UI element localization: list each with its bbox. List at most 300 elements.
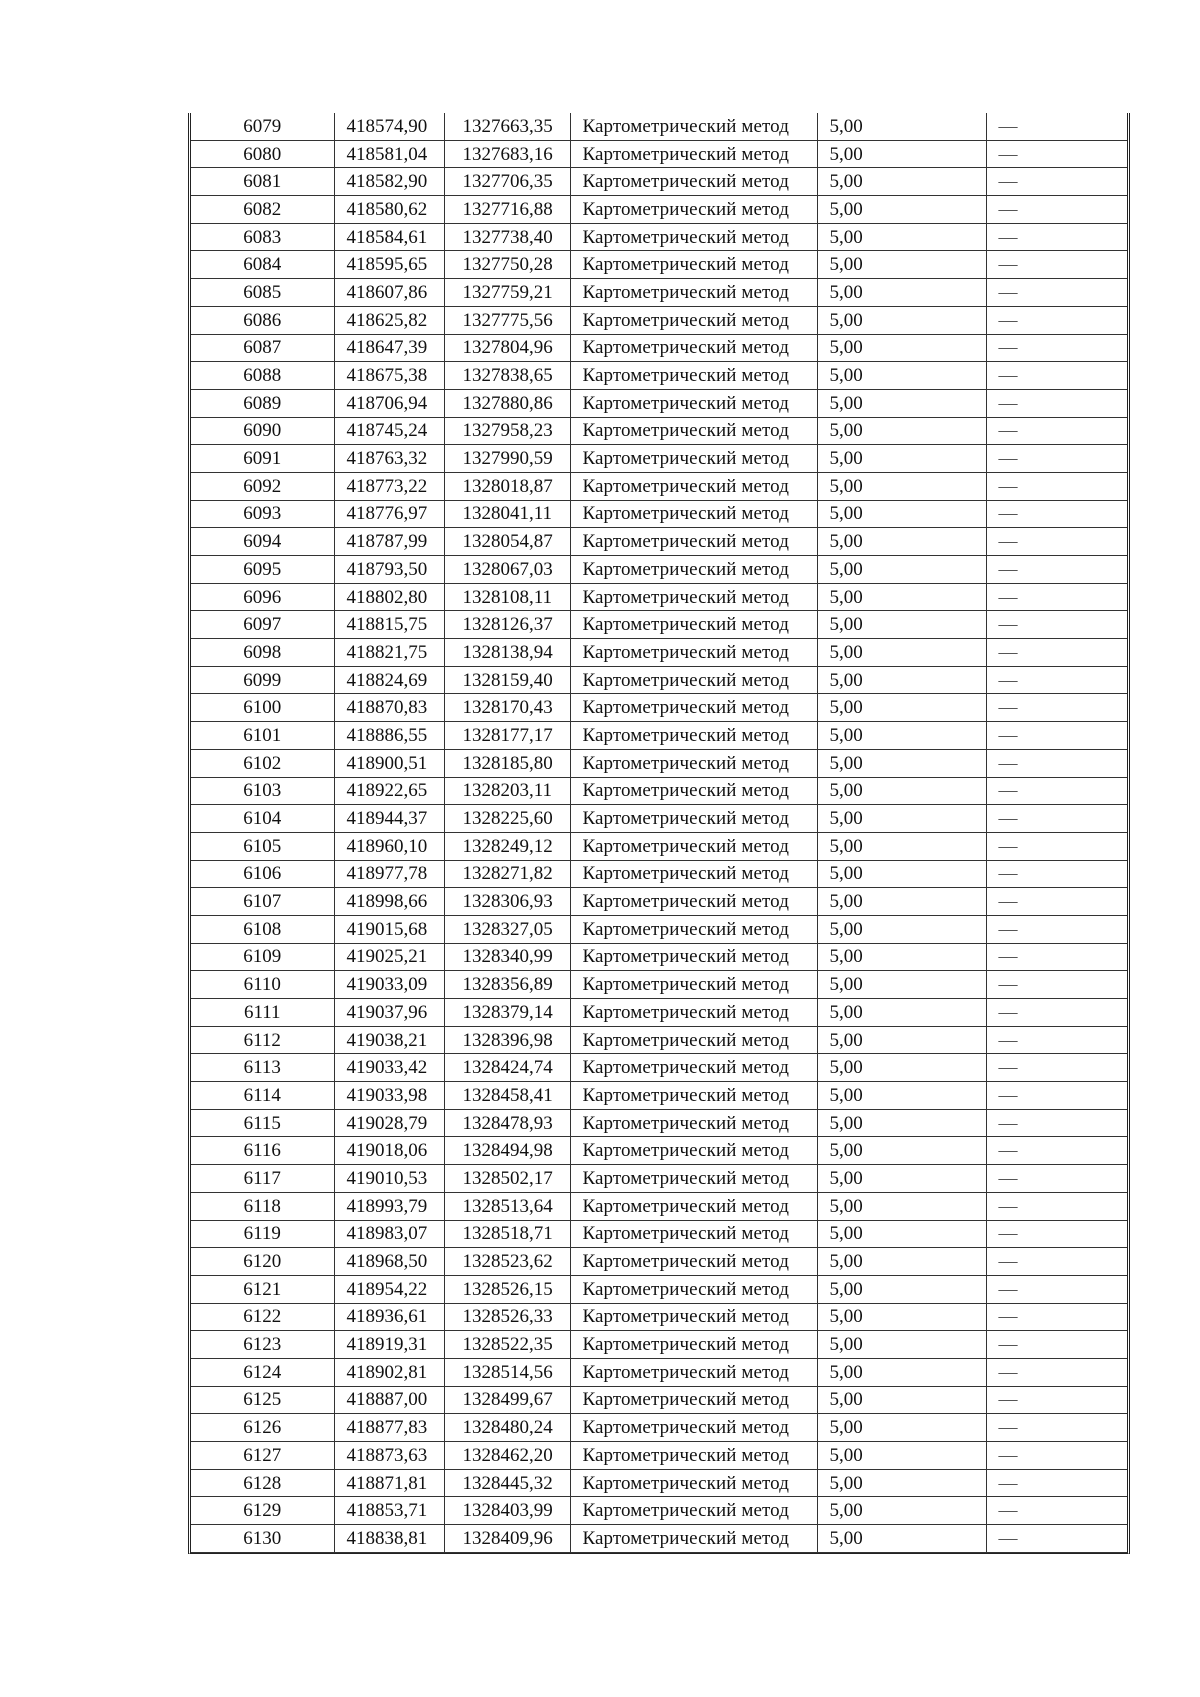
table-row (191, 1165, 1127, 1193)
cell-coord-y: 1328424,74 (444, 1054, 570, 1082)
cell-accuracy: 5,00 (817, 777, 986, 805)
cell-point-number: 6097 (191, 611, 334, 639)
cell-accuracy: 5,00 (817, 915, 986, 943)
cell-accuracy: 5,00 (817, 694, 986, 722)
cell-note: — (986, 1497, 1127, 1525)
cell-coord-x: 418824,69 (334, 666, 444, 694)
cell-accuracy: 5,00 (817, 334, 986, 362)
cell-accuracy: 5,00 (817, 140, 986, 168)
cell-coord-x: 419033,42 (334, 1054, 444, 1082)
cell-point-number: 6105 (191, 832, 334, 860)
cell-coord-y: 1328054,87 (444, 528, 570, 556)
table-row (191, 168, 1127, 196)
table-row (191, 528, 1127, 556)
cell-accuracy: 5,00 (817, 1275, 986, 1303)
table-row (191, 1358, 1127, 1386)
cell-accuracy: 5,00 (817, 113, 986, 140)
cell-accuracy: 5,00 (817, 556, 986, 584)
cell-accuracy: 5,00 (817, 389, 986, 417)
cell-coord-x: 419037,96 (334, 999, 444, 1027)
cell-coord-x: 418968,50 (334, 1248, 444, 1276)
cell-coord-y: 1328018,87 (444, 472, 570, 500)
table-row (191, 943, 1127, 971)
cell-point-number: 6104 (191, 805, 334, 833)
cell-coord-x: 419015,68 (334, 915, 444, 943)
table-row (191, 417, 1127, 445)
cell-accuracy: 5,00 (817, 528, 986, 556)
table-row (191, 140, 1127, 168)
cell-accuracy: 5,00 (817, 1442, 986, 1470)
cell-coord-y: 1327716,88 (444, 196, 570, 224)
cell-coord-y: 1327683,16 (444, 140, 570, 168)
cell-coord-y: 1328177,17 (444, 722, 570, 750)
cell-method: Картометрический метод (570, 168, 817, 196)
cell-point-number: 6124 (191, 1358, 334, 1386)
cell-accuracy: 5,00 (817, 223, 986, 251)
cell-method: Картометрический метод (570, 417, 817, 445)
cell-coord-y: 1328445,32 (444, 1469, 570, 1497)
cell-method: Картометрический метод (570, 694, 817, 722)
cell-coord-x: 418647,39 (334, 334, 444, 362)
cell-point-number: 6086 (191, 306, 334, 334)
cell-method: Картометрический метод (570, 1442, 817, 1470)
cell-coord-x: 418763,32 (334, 445, 444, 473)
cell-note: — (986, 1358, 1127, 1386)
cell-point-number: 6083 (191, 223, 334, 251)
cell-note: — (986, 1026, 1127, 1054)
cell-accuracy: 5,00 (817, 749, 986, 777)
cell-coord-y: 1328478,93 (444, 1109, 570, 1137)
cell-point-number: 6080 (191, 140, 334, 168)
cell-coord-x: 418607,86 (334, 279, 444, 307)
cell-method: Картометрический метод (570, 1109, 817, 1137)
cell-accuracy: 5,00 (817, 1525, 986, 1553)
cell-coord-y: 1328126,37 (444, 611, 570, 639)
cell-method: Картометрический метод (570, 113, 817, 140)
cell-accuracy: 5,00 (817, 1220, 986, 1248)
cell-coord-y: 1328502,17 (444, 1165, 570, 1193)
cell-accuracy: 5,00 (817, 832, 986, 860)
cell-point-number: 6113 (191, 1054, 334, 1082)
cell-coord-x: 419028,79 (334, 1109, 444, 1137)
cell-method: Картометрический метод (570, 140, 817, 168)
cell-note: — (986, 999, 1127, 1027)
cell-accuracy: 5,00 (817, 196, 986, 224)
cell-coord-x: 419018,06 (334, 1137, 444, 1165)
cell-coord-x: 418745,24 (334, 417, 444, 445)
cell-method: Картометрический метод (570, 639, 817, 667)
cell-coord-y: 1328138,94 (444, 639, 570, 667)
cell-coord-y: 1328526,33 (444, 1303, 570, 1331)
cell-coord-x: 418977,78 (334, 860, 444, 888)
cell-coord-x: 418584,61 (334, 223, 444, 251)
cell-coord-x: 418960,10 (334, 832, 444, 860)
cell-coord-y: 1328356,89 (444, 971, 570, 999)
cell-point-number: 6109 (191, 943, 334, 971)
cell-point-number: 6111 (191, 999, 334, 1027)
cell-coord-x: 418582,90 (334, 168, 444, 196)
table-row (191, 888, 1127, 916)
cell-coord-x: 419033,09 (334, 971, 444, 999)
cell-accuracy: 5,00 (817, 1331, 986, 1359)
cell-point-number: 6093 (191, 500, 334, 528)
cell-note: — (986, 445, 1127, 473)
cell-accuracy: 5,00 (817, 583, 986, 611)
cell-note: — (986, 666, 1127, 694)
table-row (191, 1331, 1127, 1359)
cell-coord-y: 1327663,35 (444, 113, 570, 140)
cell-accuracy: 5,00 (817, 1109, 986, 1137)
cell-point-number: 6123 (191, 1331, 334, 1359)
cell-accuracy: 5,00 (817, 1303, 986, 1331)
cell-note: — (986, 971, 1127, 999)
cell-coord-y: 1328526,15 (444, 1275, 570, 1303)
cell-coord-y: 1327706,35 (444, 168, 570, 196)
cell-accuracy: 5,00 (817, 472, 986, 500)
cell-note: — (986, 888, 1127, 916)
cell-coord-y: 1327958,23 (444, 417, 570, 445)
cell-accuracy: 5,00 (817, 1497, 986, 1525)
cell-point-number: 6084 (191, 251, 334, 279)
cell-coord-x: 418821,75 (334, 639, 444, 667)
cell-point-number: 6095 (191, 556, 334, 584)
cell-point-number: 6115 (191, 1109, 334, 1137)
cell-coord-x: 418886,55 (334, 722, 444, 750)
cell-note: — (986, 1165, 1127, 1193)
cell-note: — (986, 472, 1127, 500)
cell-note: — (986, 1469, 1127, 1497)
cell-accuracy: 5,00 (817, 888, 986, 916)
table-row (191, 666, 1127, 694)
cell-coord-x: 418919,31 (334, 1331, 444, 1359)
cell-note: — (986, 140, 1127, 168)
cell-method: Картометрический метод (570, 915, 817, 943)
cell-coord-x: 418936,61 (334, 1303, 444, 1331)
cell-coord-y: 1328396,98 (444, 1026, 570, 1054)
cell-method: Картометрический метод (570, 1192, 817, 1220)
cell-method: Картометрический метод (570, 1303, 817, 1331)
cell-coord-x: 418625,82 (334, 306, 444, 334)
cell-coord-y: 1328067,03 (444, 556, 570, 584)
cell-coord-x: 418887,00 (334, 1386, 444, 1414)
cell-method: Картометрический метод (570, 1414, 817, 1442)
cell-method: Картометрический метод (570, 666, 817, 694)
cell-coord-x: 418877,83 (334, 1414, 444, 1442)
cell-method: Картометрический метод (570, 306, 817, 334)
cell-accuracy: 5,00 (817, 971, 986, 999)
cell-coord-y: 1328185,80 (444, 749, 570, 777)
cell-coord-y: 1328159,40 (444, 666, 570, 694)
cell-method: Картометрический метод (570, 362, 817, 390)
cell-accuracy: 5,00 (817, 999, 986, 1027)
cell-point-number: 6128 (191, 1469, 334, 1497)
cell-point-number: 6129 (191, 1497, 334, 1525)
cell-method: Картометрический метод (570, 749, 817, 777)
cell-note: — (986, 611, 1127, 639)
cell-method: Картометрический метод (570, 556, 817, 584)
table-row (191, 722, 1127, 750)
table-row (191, 611, 1127, 639)
table-row (191, 556, 1127, 584)
cell-accuracy: 5,00 (817, 1192, 986, 1220)
cell-note: — (986, 279, 1127, 307)
cell-method: Картометрический метод (570, 500, 817, 528)
table-row (191, 639, 1127, 667)
cell-method: Картометрический метод (570, 1137, 817, 1165)
cell-note: — (986, 1137, 1127, 1165)
table-row (191, 1386, 1127, 1414)
table-row (191, 999, 1127, 1027)
table-row (191, 223, 1127, 251)
cell-accuracy: 5,00 (817, 805, 986, 833)
cell-method: Картометрический метод (570, 860, 817, 888)
table-row (191, 306, 1127, 334)
cell-point-number: 6102 (191, 749, 334, 777)
cell-coord-x: 418871,81 (334, 1469, 444, 1497)
cell-coord-x: 418580,62 (334, 196, 444, 224)
cell-coord-x: 419038,21 (334, 1026, 444, 1054)
cell-coord-y: 1328203,11 (444, 777, 570, 805)
cell-point-number: 6091 (191, 445, 334, 473)
cell-method: Картометрический метод (570, 1082, 817, 1110)
cell-method: Картометрический метод (570, 1248, 817, 1276)
cell-method: Картометрический метод (570, 888, 817, 916)
table-row (191, 832, 1127, 860)
cell-note: — (986, 362, 1127, 390)
table-row (191, 472, 1127, 500)
cell-method: Картометрический метод (570, 528, 817, 556)
cell-accuracy: 5,00 (817, 417, 986, 445)
cell-accuracy: 5,00 (817, 279, 986, 307)
cell-note: — (986, 1082, 1127, 1110)
table-row (191, 196, 1127, 224)
cell-point-number: 6106 (191, 860, 334, 888)
cell-note: — (986, 915, 1127, 943)
cell-note: — (986, 1414, 1127, 1442)
table-row (191, 113, 1127, 140)
coordinates-table (191, 113, 1127, 1553)
cell-method: Картометрический метод (570, 1497, 817, 1525)
cell-coord-x: 418706,94 (334, 389, 444, 417)
cell-note: — (986, 1109, 1127, 1137)
cell-point-number: 6120 (191, 1248, 334, 1276)
cell-note: — (986, 1248, 1127, 1276)
cell-method: Картометрический метод (570, 611, 817, 639)
table-row (191, 777, 1127, 805)
table-row (191, 860, 1127, 888)
cell-accuracy: 5,00 (817, 1054, 986, 1082)
cell-note: — (986, 1331, 1127, 1359)
cell-coord-y: 1328327,05 (444, 915, 570, 943)
cell-note: — (986, 694, 1127, 722)
cell-method: Картометрический метод (570, 1275, 817, 1303)
cell-coord-y: 1328403,99 (444, 1497, 570, 1525)
cell-coord-y: 1328249,12 (444, 832, 570, 860)
cell-accuracy: 5,00 (817, 860, 986, 888)
cell-point-number: 6116 (191, 1137, 334, 1165)
cell-note: — (986, 251, 1127, 279)
cell-method: Картометрический метод (570, 334, 817, 362)
cell-point-number: 6085 (191, 279, 334, 307)
cell-note: — (986, 1525, 1127, 1553)
table-row (191, 1137, 1127, 1165)
cell-coord-x: 419025,21 (334, 943, 444, 971)
table-row (191, 1192, 1127, 1220)
cell-coord-x: 418815,75 (334, 611, 444, 639)
cell-method: Картометрический метод (570, 389, 817, 417)
cell-point-number: 6110 (191, 971, 334, 999)
cell-coord-y: 1328306,93 (444, 888, 570, 916)
cell-note: — (986, 334, 1127, 362)
cell-coord-y: 1328523,62 (444, 1248, 570, 1276)
cell-method: Картометрический метод (570, 1220, 817, 1248)
cell-accuracy: 5,00 (817, 500, 986, 528)
cell-point-number: 6082 (191, 196, 334, 224)
cell-point-number: 6122 (191, 1303, 334, 1331)
cell-note: — (986, 1442, 1127, 1470)
cell-note: — (986, 639, 1127, 667)
cell-coord-y: 1327759,21 (444, 279, 570, 307)
cell-method: Картометрический метод (570, 1386, 817, 1414)
cell-method: Картометрический метод (570, 1165, 817, 1193)
cell-point-number: 6088 (191, 362, 334, 390)
cell-method: Картометрический метод (570, 472, 817, 500)
coordinates-table-frame (188, 113, 1130, 1554)
cell-note: — (986, 417, 1127, 445)
cell-coord-y: 1328225,60 (444, 805, 570, 833)
cell-coord-y: 1328494,98 (444, 1137, 570, 1165)
cell-note: — (986, 832, 1127, 860)
cell-coord-x: 418873,63 (334, 1442, 444, 1470)
cell-accuracy: 5,00 (817, 1026, 986, 1054)
table-row (191, 749, 1127, 777)
table-row (191, 1054, 1127, 1082)
cell-coord-x: 418944,37 (334, 805, 444, 833)
cell-point-number: 6094 (191, 528, 334, 556)
cell-coord-y: 1328041,11 (444, 500, 570, 528)
cell-note: — (986, 722, 1127, 750)
cell-coord-y: 1328271,82 (444, 860, 570, 888)
cell-note: — (986, 528, 1127, 556)
cell-coord-y: 1328108,11 (444, 583, 570, 611)
cell-method: Картометрический метод (570, 1054, 817, 1082)
cell-coord-y: 1328379,14 (444, 999, 570, 1027)
cell-point-number: 6126 (191, 1414, 334, 1442)
cell-method: Картометрический метод (570, 251, 817, 279)
table-row (191, 1248, 1127, 1276)
cell-point-number: 6098 (191, 639, 334, 667)
cell-note: — (986, 1303, 1127, 1331)
cell-coord-y: 1327990,59 (444, 445, 570, 473)
table-row (191, 500, 1127, 528)
table-row (191, 445, 1127, 473)
cell-coord-x: 418870,83 (334, 694, 444, 722)
cell-note: — (986, 943, 1127, 971)
cell-coord-y: 1328518,71 (444, 1220, 570, 1248)
cell-point-number: 6079 (191, 113, 334, 140)
cell-coord-x: 418853,71 (334, 1497, 444, 1525)
cell-method: Картометрический метод (570, 777, 817, 805)
cell-coord-y: 1328340,99 (444, 943, 570, 971)
table-row (191, 279, 1127, 307)
table-row (191, 362, 1127, 390)
table-row (191, 1275, 1127, 1303)
cell-method: Картометрический метод (570, 583, 817, 611)
cell-accuracy: 5,00 (817, 1137, 986, 1165)
cell-coord-y: 1328462,20 (444, 1442, 570, 1470)
cell-accuracy: 5,00 (817, 445, 986, 473)
cell-coord-y: 1328522,35 (444, 1331, 570, 1359)
table-row (191, 389, 1127, 417)
cell-coord-x: 418581,04 (334, 140, 444, 168)
cell-method: Картометрический метод (570, 805, 817, 833)
table-row (191, 251, 1127, 279)
table-row (191, 1469, 1127, 1497)
cell-method: Картометрический метод (570, 832, 817, 860)
cell-method: Картометрический метод (570, 1331, 817, 1359)
cell-accuracy: 5,00 (817, 1386, 986, 1414)
cell-point-number: 6101 (191, 722, 334, 750)
cell-accuracy: 5,00 (817, 611, 986, 639)
cell-coord-x: 419010,53 (334, 1165, 444, 1193)
cell-note: — (986, 583, 1127, 611)
cell-accuracy: 5,00 (817, 362, 986, 390)
cell-point-number: 6092 (191, 472, 334, 500)
table-row (191, 694, 1127, 722)
cell-note: — (986, 306, 1127, 334)
table-row (191, 1220, 1127, 1248)
cell-point-number: 6096 (191, 583, 334, 611)
cell-point-number: 6127 (191, 1442, 334, 1470)
cell-point-number: 6089 (191, 389, 334, 417)
cell-point-number: 6100 (191, 694, 334, 722)
cell-point-number: 6107 (191, 888, 334, 916)
table-row (191, 1026, 1127, 1054)
cell-point-number: 6121 (191, 1275, 334, 1303)
cell-note: — (986, 860, 1127, 888)
cell-coord-y: 1327738,40 (444, 223, 570, 251)
cell-method: Картометрический метод (570, 196, 817, 224)
cell-coord-y: 1328458,41 (444, 1082, 570, 1110)
cell-coord-x: 418998,66 (334, 888, 444, 916)
cell-note: — (986, 777, 1127, 805)
cell-coord-y: 1327750,28 (444, 251, 570, 279)
cell-note: — (986, 1275, 1127, 1303)
cell-coord-x: 418922,65 (334, 777, 444, 805)
cell-coord-x: 418838,81 (334, 1525, 444, 1553)
cell-coord-x: 418900,51 (334, 749, 444, 777)
cell-accuracy: 5,00 (817, 1469, 986, 1497)
cell-coord-y: 1328480,24 (444, 1414, 570, 1442)
cell-accuracy: 5,00 (817, 168, 986, 196)
cell-coord-x: 418595,65 (334, 251, 444, 279)
cell-point-number: 6112 (191, 1026, 334, 1054)
cell-coord-y: 1328499,67 (444, 1386, 570, 1414)
cell-note: — (986, 805, 1127, 833)
cell-note: — (986, 1220, 1127, 1248)
cell-point-number: 6125 (191, 1386, 334, 1414)
cell-note: — (986, 168, 1127, 196)
cell-coord-x: 418983,07 (334, 1220, 444, 1248)
cell-coord-x: 418773,22 (334, 472, 444, 500)
cell-method: Картометрический метод (570, 971, 817, 999)
cell-method: Картометрический метод (570, 722, 817, 750)
cell-note: — (986, 223, 1127, 251)
cell-coord-y: 1328514,56 (444, 1358, 570, 1386)
cell-note: — (986, 1386, 1127, 1414)
cell-coord-y: 1327880,86 (444, 389, 570, 417)
table-row (191, 1497, 1127, 1525)
